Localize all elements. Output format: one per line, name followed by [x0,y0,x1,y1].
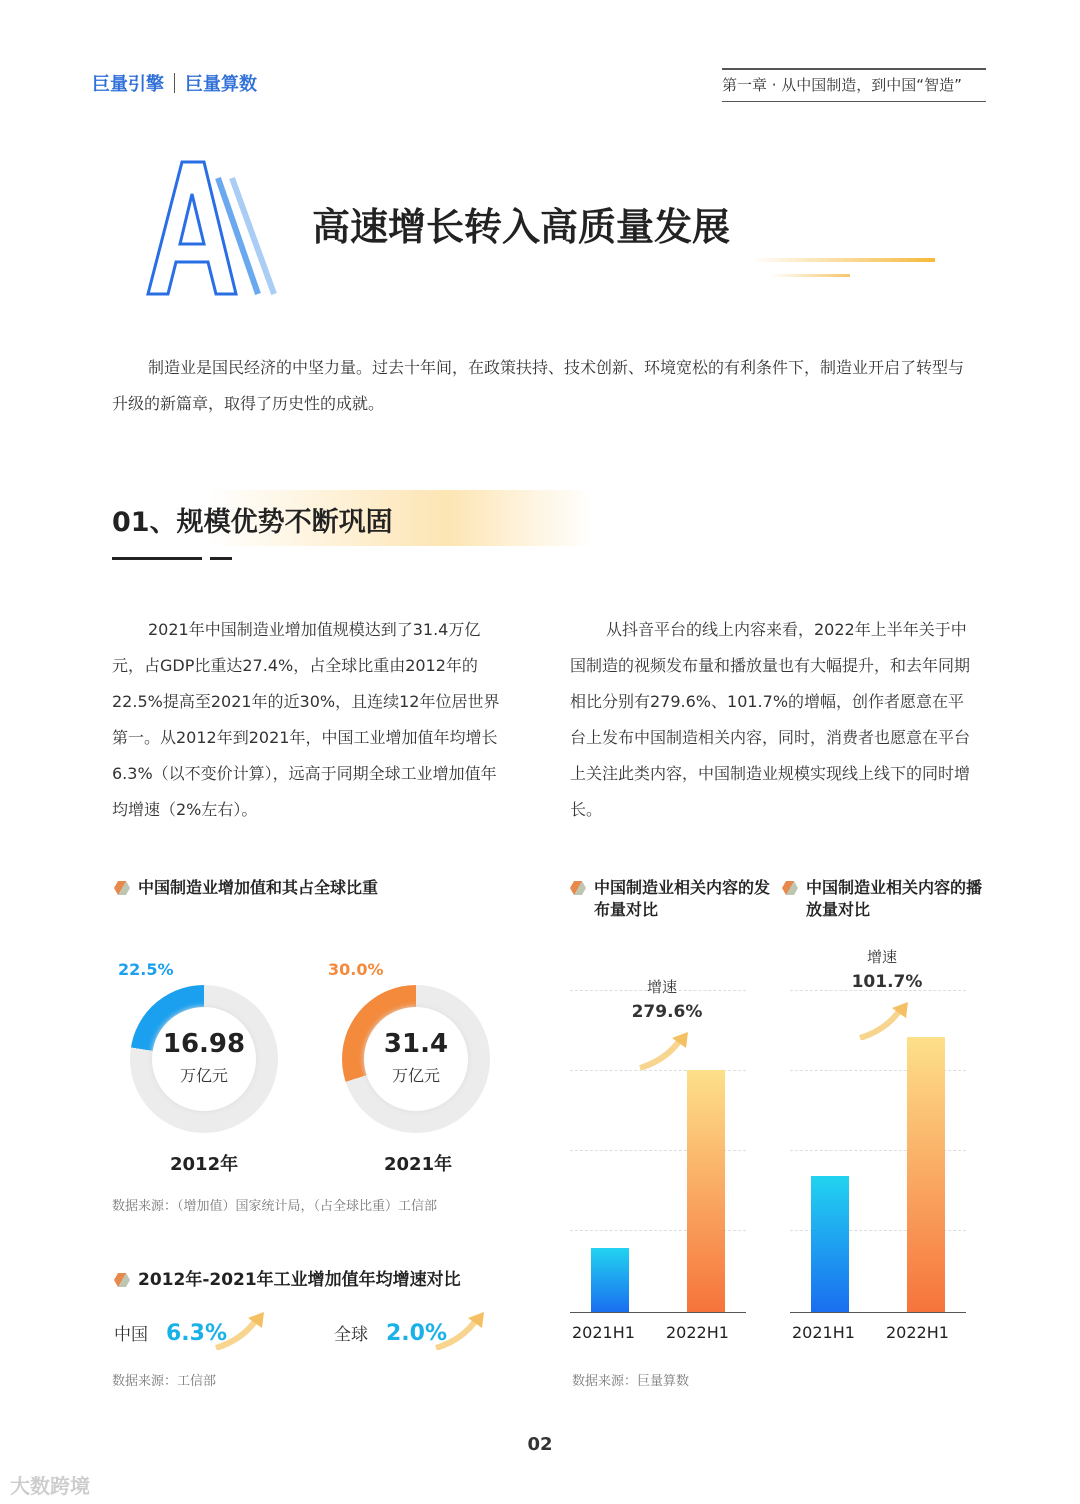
unit-2021: 万亿元 [391,1066,440,1085]
up-arrow-icon [432,1310,492,1350]
title-underline [750,258,935,262]
year-2021: 2021年 [384,1154,453,1175]
donut-2012 [130,985,278,1133]
hexagon-icon [782,881,798,895]
growth-label: 增速 [866,948,897,966]
logo-divider [174,73,175,93]
growth-value: 101.7% [851,972,923,992]
section-heading: 01、规模优势不断巩固 [112,490,592,546]
donut-2021 [342,985,490,1133]
page-title: 高速增长转入高质量发展 [312,205,731,249]
bar-2021H1 [811,1176,849,1312]
bar-2022H1 [687,1070,725,1312]
growth-china: 中国 6.3% [114,1321,228,1346]
share-2021: 30.0% [328,960,384,979]
title-underline-short [770,274,850,277]
up-arrow-icon [856,1000,916,1040]
heading-rule [112,557,202,560]
growth-global: 全球 2.0% [334,1321,448,1346]
bar-2022H1 [907,1037,945,1312]
page-number: 02 [527,1434,553,1455]
unit-2012: 万亿元 [179,1066,228,1085]
donut-chart-title: 中国制造业增加值和其占全球比重 [114,877,378,899]
suanshu-logo: 巨量算数 [185,74,257,95]
value-2021: 31.4 [383,1029,449,1059]
donut-source: 数据来源：（增加值）国家统计局，（占全球比重）工信部 [112,1199,438,1214]
right-paragraph: 从抖音平台的线上内容来看，2022年上半年关于中国制造的视频发布量和播放量也有大幅提升，和去年同期相比分别有279.6%、101.7%的增幅，创作者愿意在平台上发布中国制造相关内容，同时，消费者也愿意在平台上关注此类内容，中国制造业规模实现线上线下的同时增长。 [570,620,971,819]
x-axis [790,1312,966,1313]
ocean-engine-logo: 巨量引擎 [92,74,164,95]
growth-label: 增速 [646,978,677,996]
hexagon-icon [114,1273,130,1287]
hexagon-icon [570,881,586,895]
growth-value: 279.6% [631,1002,703,1022]
left-paragraph: 2021年中国制造业增加值规模达到了31.4万亿元，占GDP比重达27.4%，占全球比重由2012年的22.5%提高至2021年的近30%，且连续12年位居世界第一。从2012年到2021年，中国工业增加值年均增长6.3%（以不变价计算），远高于同期全球工业增加值年均增速（2%左右）。 [112,620,500,819]
value-2012: 16.98 [162,1029,246,1059]
x-axis [570,1312,746,1313]
x-tick-label: 2022H1 [666,1323,729,1342]
up-arrow-icon [636,1030,696,1070]
letter-a-decoration [140,158,280,300]
up-arrow-icon [212,1310,272,1350]
intro-paragraph: 制造业是国民经济的中坚力量。过去十年间，在政策扶持、技术创新、环境宽松的有利条件下，制造业开启了转型与升级的新篇章，取得了历史性的成就。 [112,358,965,413]
x-tick-label: 2022H1 [886,1323,949,1342]
bar-chart-2-title: 中国制造业相关内容的播放量对比 [782,877,982,921]
share-2012: 22.5% [118,960,174,979]
growth-title: 2012年-2021年工业增加值年均增速对比 [114,1269,461,1291]
bar-2021H1 [591,1248,629,1312]
x-tick-label: 2021H1 [792,1323,855,1342]
hexagon-icon [114,881,130,895]
x-tick-label: 2021H1 [572,1323,635,1342]
heading-rule-short [210,557,232,560]
year-2012: 2012年 [170,1154,239,1175]
growth-source: 数据来源：工信部 [112,1374,217,1389]
bars-source: 数据来源：巨量算数 [572,1374,690,1389]
brand-logos [92,70,257,96]
bar-chart-1-title: 中国制造业相关内容的发布量对比 [570,877,770,921]
watermark: 大数跨境 [10,1474,90,1498]
chapter-label: 第一章 · 从中国制造，到中国“智造” [722,68,986,102]
